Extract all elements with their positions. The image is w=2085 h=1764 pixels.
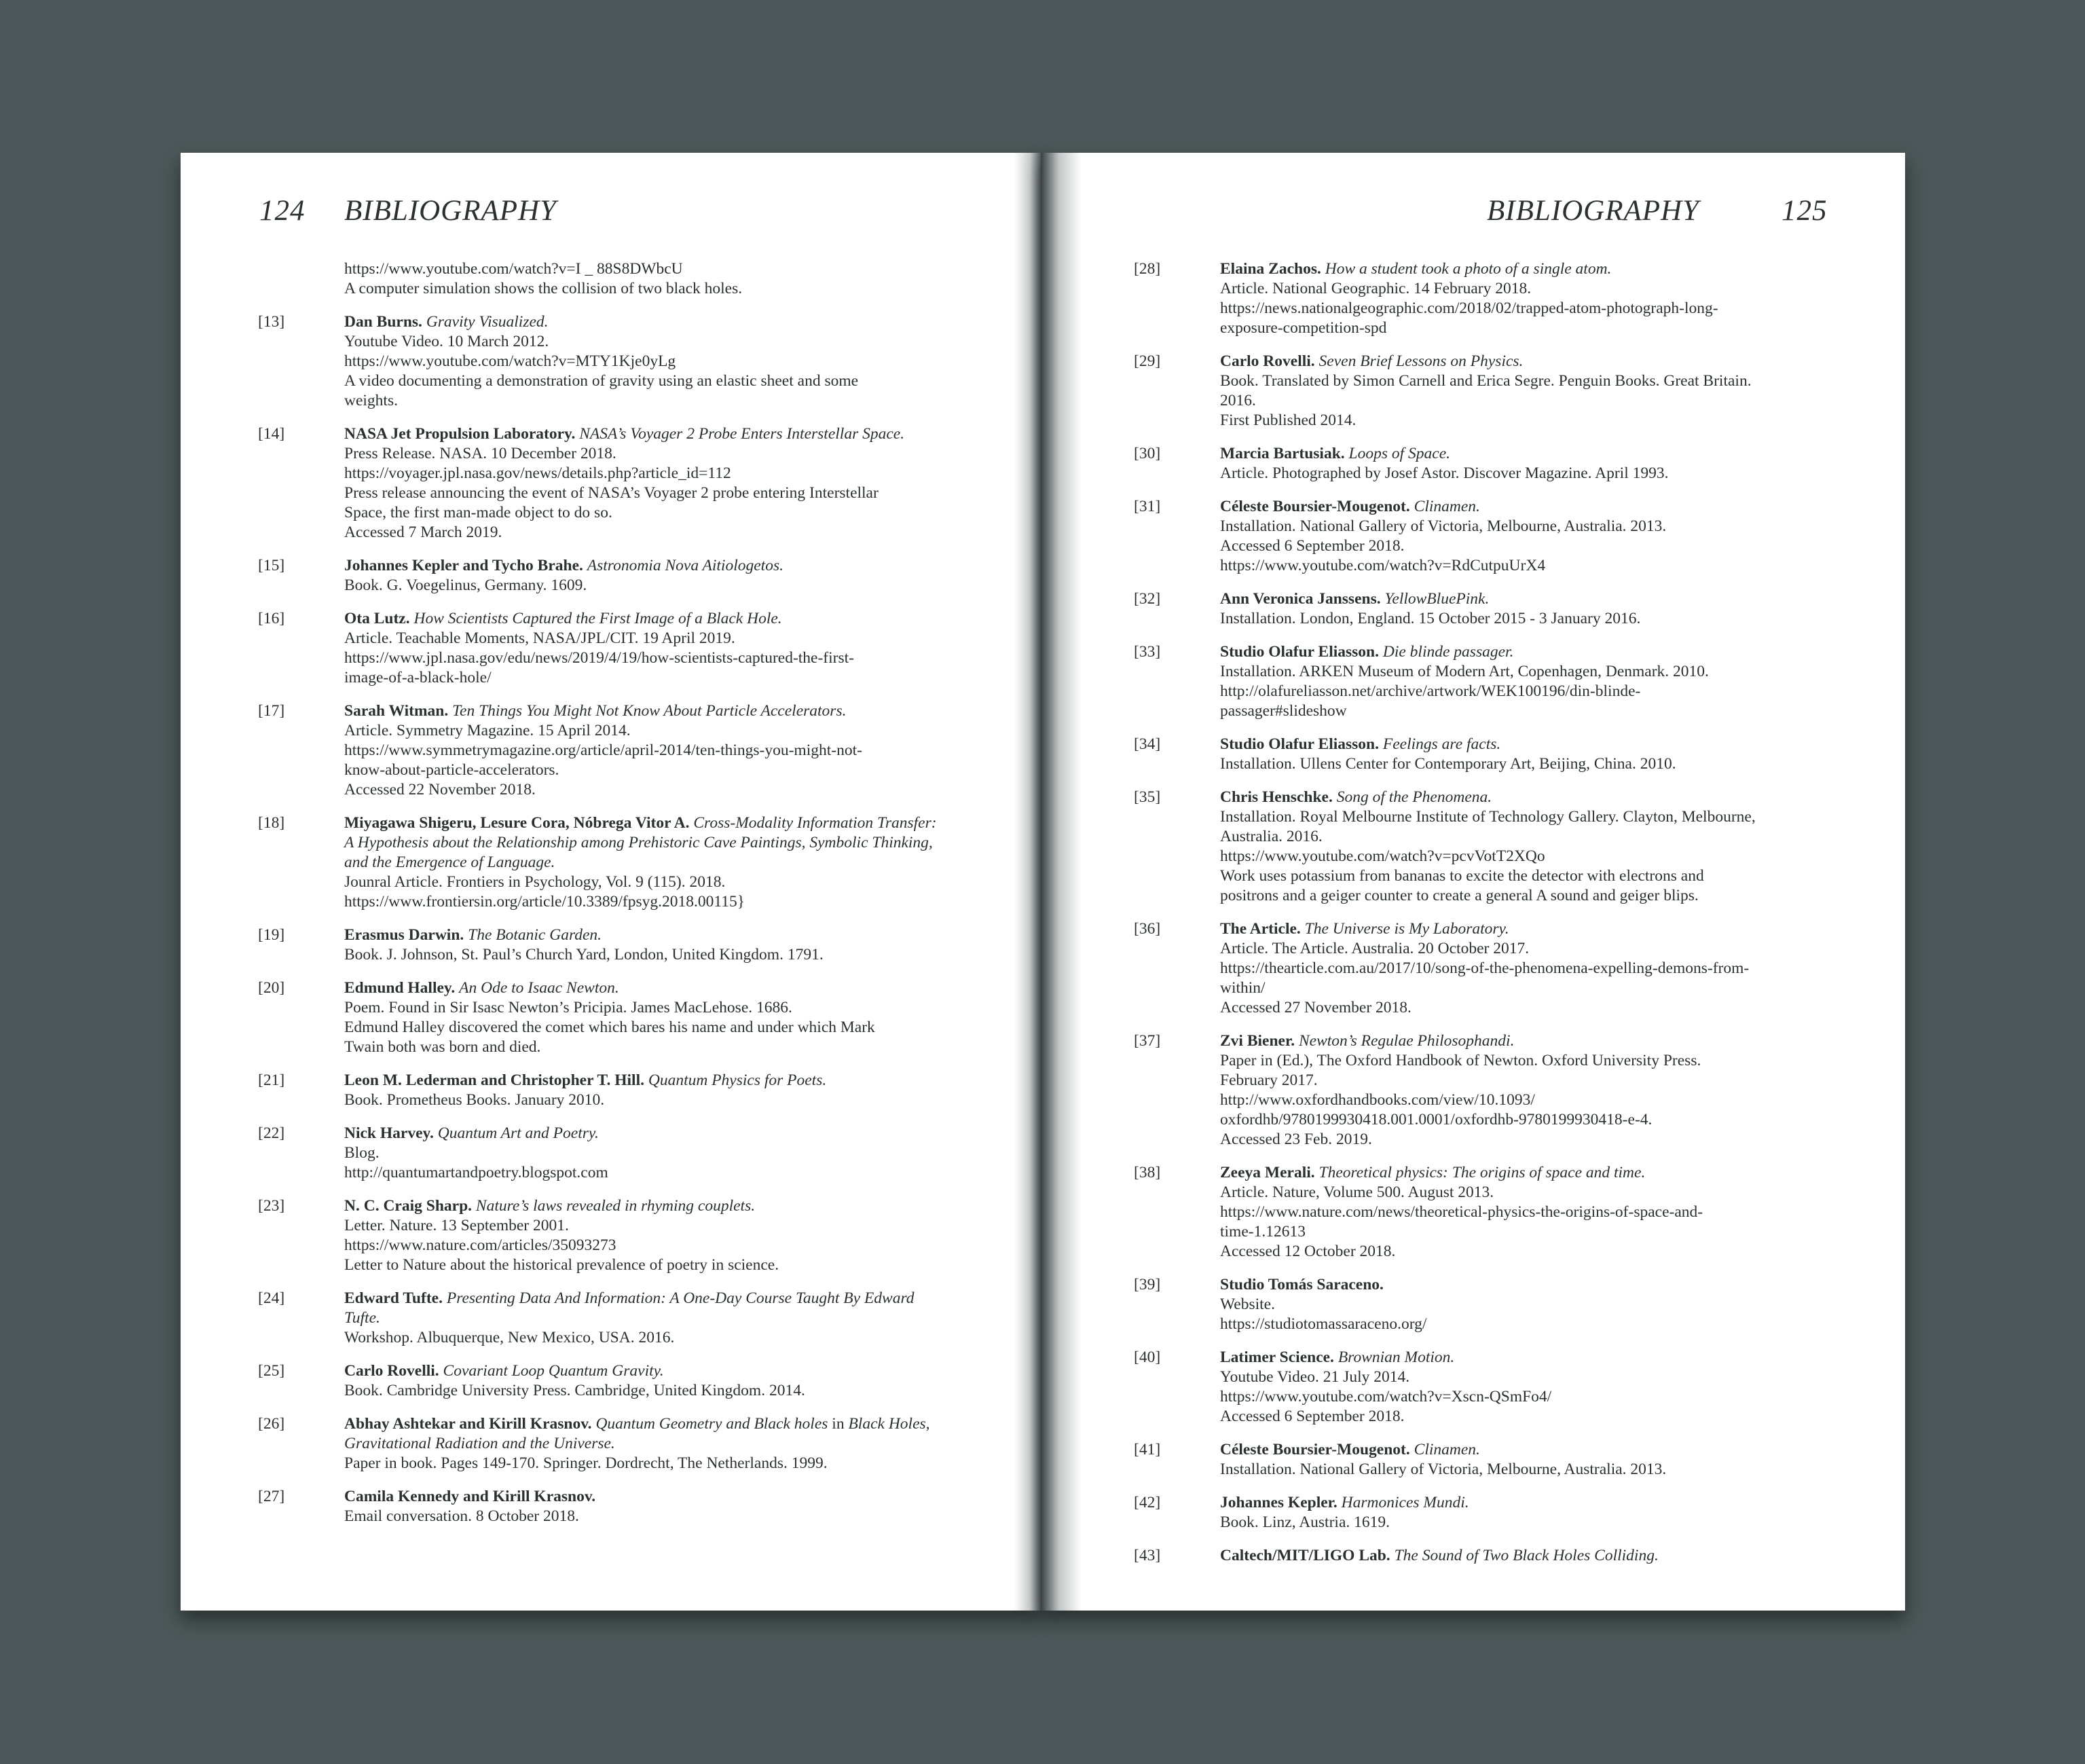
bibliography-entry: [1134, 352, 1833, 430]
entry-number: [34]: [1134, 735, 1161, 753]
entry-title: The Sound of Two Black Holes Colliding.: [1394, 1547, 1659, 1564]
entry-heading-line: [1220, 1031, 1821, 1051]
entry-body: [344, 925, 945, 965]
entry-line: A computer simulation shows the collision of two black holes.: [344, 280, 743, 297]
entry-line: Installation. ARKEN Museum of Modern Art, Copenhagen, Denmark. 2010.: [1220, 663, 1709, 680]
entry-number: [18]: [258, 814, 285, 832]
bibliography-entry: [258, 701, 957, 800]
entry-author: Camila Kennedy and Kirill Krasnov.: [344, 1488, 596, 1505]
entry-line: A video documenting a demonstration of gravity using an elastic sheet and some: [344, 372, 859, 390]
entry-title: Feelings are facts.: [1382, 735, 1501, 753]
entry-body: [1220, 1031, 1821, 1150]
entry-line: https://news.nationalgeographic.com/2018/02/trapped-atom-photograph-long-: [1220, 299, 1718, 317]
bibliography-entry: [1134, 497, 1833, 576]
left-bibliography-list: [258, 259, 957, 1540]
entry-line: Article. The Article. Australia. 20 October 2017.: [1220, 940, 1530, 957]
bibliography-entry: [258, 813, 957, 912]
entry-heading-line: [344, 1361, 945, 1381]
entry-title: How a student took a photo of a single atom.: [1325, 260, 1612, 278]
entry-author: Erasmus Darwin.: [344, 926, 464, 944]
entry-heading-line: [344, 556, 945, 576]
entry-title: The Universe is My Laboratory.: [1304, 920, 1509, 938]
entry-body: [344, 1414, 945, 1473]
entry-title: Theoretical physics: The origins of space and time.: [1318, 1164, 1646, 1181]
entry-body: [1220, 589, 1821, 629]
entry-line: Book. Prometheus Books. January 2010.: [344, 1091, 605, 1109]
entry-number: [16]: [258, 610, 285, 627]
entry-body: [344, 813, 945, 912]
entry-author: Abhay Ashtekar and Kirill Krasnov.: [344, 1415, 592, 1433]
entry-title: Loops of Space.: [1348, 445, 1450, 462]
entry-heading-line: [1220, 589, 1821, 609]
entry-author: Johannes Kepler and Tycho Brahe.: [344, 557, 583, 574]
entry-number: [39]: [1134, 1276, 1161, 1293]
entry-title: Song of the Phenomena.: [1336, 788, 1492, 806]
entry-title: How Scientists Captured the First Image of a Black Hole.: [413, 610, 782, 627]
entry-author: Studio Olafur Eliasson.: [1220, 643, 1379, 661]
bibliography-entry: [1134, 1275, 1833, 1334]
right-page-number: 125: [1782, 195, 1828, 227]
entry-heading-line: [1220, 1348, 1821, 1367]
bibliography-entry: [1134, 1163, 1833, 1262]
entry-line: Book. Linz, Austria. 1619.: [1220, 1513, 1390, 1531]
entry-line: https://voyager.jpl.nasa.gov/news/details.php?article_id=112: [344, 464, 731, 482]
entry-container-title: Black Holes, Gravitational Radiation and the Universe.: [344, 1415, 930, 1452]
right-bibliography-list: [1134, 259, 1833, 1579]
entry-line: https://www.nature.com/articles/35093273: [344, 1236, 616, 1254]
entry-body: [1220, 1440, 1821, 1480]
entry-number: [38]: [1134, 1164, 1161, 1181]
entry-number: [24]: [258, 1289, 285, 1307]
entry-line: https://www.youtube.com/watch?v=I _ 88S8DWbcU: [344, 260, 683, 278]
entry-line: Space, the first man-made object to do so.: [344, 504, 612, 521]
entry-number: [13]: [258, 313, 285, 331]
entry-title: Die blinde passager.: [1382, 643, 1514, 661]
bibliography-entry: [258, 1196, 957, 1275]
entry-title: Ten Things You Might Not Know About Particle Accelerators.: [452, 702, 847, 720]
entry-author: Studio Tomás Saraceno.: [1220, 1276, 1384, 1293]
entry-body: [1220, 642, 1821, 721]
entry-body: [1220, 735, 1821, 774]
entry-number: [37]: [1134, 1032, 1161, 1050]
entry-line: https://www.youtube.com/watch?v=pcvVotT2XQo: [1220, 847, 1545, 865]
entry-heading-line: [1220, 642, 1821, 662]
entry-number: [43]: [1134, 1547, 1161, 1564]
continued-entry: [258, 259, 957, 299]
entry-author: Elaina Zachos.: [1220, 260, 1321, 278]
bibliography-entry: [1134, 1546, 1833, 1566]
entry-title: An Ode to Isaac Newton.: [459, 979, 619, 997]
entry-line: Paper in book. Pages 149-170. Springer. Dordrecht, The Netherlands. 1999.: [344, 1454, 828, 1472]
entry-number: [36]: [1134, 920, 1161, 938]
left-page-number: 124: [259, 195, 306, 227]
entry-line: Installation. Ullens Center for Contemporary Art, Beijing, China. 2010.: [1220, 755, 1676, 773]
entry-number: [15]: [258, 557, 285, 574]
entry-number: [32]: [1134, 590, 1161, 608]
entry-heading-line: [344, 1124, 945, 1143]
entry-heading-line: [344, 978, 945, 998]
entry-line: Installation. London, England. 15 October 2015 - 3 January 2016.: [1220, 610, 1641, 627]
bibliography-entry: [1134, 589, 1833, 629]
entry-line: Accessed 12 October 2018.: [1220, 1243, 1396, 1260]
bibliography-entry: [1134, 1493, 1833, 1532]
bibliography-entry: [1134, 788, 1833, 906]
entry-title-joiner: in: [828, 1415, 849, 1433]
entry-author: Studio Olafur Eliasson.: [1220, 735, 1379, 753]
entry-author: Latimer Science.: [1220, 1348, 1334, 1366]
entry-title: Newton’s Regulae Philosophandi.: [1299, 1032, 1515, 1050]
entry-line: weights.: [344, 392, 398, 409]
entry-body: [344, 1361, 945, 1401]
entry-line: https://www.youtube.com/watch?v=Xscn-QSmFo4/: [1220, 1388, 1552, 1405]
entry-line: https://studiotomassaraceno.org/: [1220, 1315, 1427, 1333]
entry-heading-line: [1220, 1275, 1821, 1295]
entry-line: Installation. National Gallery of Victoria, Melbourne, Australia. 2013.: [1220, 517, 1667, 535]
bibliography-entry: [258, 312, 957, 411]
entry-author: Céleste Boursier-Mougenot.: [1220, 498, 1410, 515]
entry-line: Installation. Royal Melbourne Institute of Technology Gallery. Clayton, Melbourne,: [1220, 808, 1756, 826]
entry-author: The Article.: [1220, 920, 1301, 938]
entry-line: https://www.frontiersin.org/article/10.3389/fpsyg.2018.00115}: [344, 893, 745, 911]
entry-number: [14]: [258, 425, 285, 443]
entry-body: [344, 609, 945, 688]
entry-heading-line: [344, 1487, 945, 1507]
entry-title: Quantum Physics for Poets.: [648, 1071, 827, 1089]
entry-body: [1220, 1163, 1821, 1262]
entry-heading-line: [344, 1289, 945, 1328]
entry-line: Poem. Found in Sir Isasc Newton’s Pricipia. James MacLehose. 1686.: [344, 999, 792, 1016]
entry-heading-line: [344, 1414, 945, 1454]
entry-heading-line: [344, 1196, 945, 1216]
entry-number: [41]: [1134, 1441, 1161, 1458]
entry-line: Australia. 2016.: [1220, 828, 1323, 845]
entry-author: Edward Tufte.: [344, 1289, 443, 1307]
entry-body: [1220, 919, 1821, 1018]
bibliography-entry: [258, 424, 957, 543]
entry-author: Chris Henschke.: [1220, 788, 1333, 806]
entry-number: [17]: [258, 702, 285, 720]
entry-line: Twain both was born and died.: [344, 1038, 541, 1056]
entry-number: [27]: [258, 1488, 285, 1505]
entry-author: Carlo Rovelli.: [344, 1362, 439, 1380]
entry-line: Accessed 27 November 2018.: [1220, 999, 1411, 1016]
entry-line: Blog.: [344, 1144, 380, 1162]
entry-body: [344, 701, 945, 800]
bibliography-entry: [258, 556, 957, 595]
entry-title: Clinamen.: [1414, 498, 1480, 515]
entry-heading-line: [344, 701, 945, 721]
entry-author: Céleste Boursier-Mougenot.: [1220, 1441, 1410, 1458]
entry-author: Johannes Kepler.: [1220, 1494, 1337, 1511]
entry-number: [25]: [258, 1362, 285, 1380]
entry-number: [22]: [258, 1124, 285, 1142]
entry-body: [344, 424, 945, 543]
bibliography-entry: [258, 925, 957, 965]
entry-body: [1220, 444, 1821, 483]
entry-body: [344, 1071, 945, 1110]
entry-title: Nature’s laws revealed in rhyming couplets.: [475, 1197, 756, 1215]
entry-heading-line: [1220, 1493, 1821, 1513]
bibliography-entry: [1134, 444, 1833, 483]
entry-line: Book. J. Johnson, St. Paul’s Church Yard, London, United Kingdom. 1791.: [344, 946, 824, 963]
entry-heading-line: [344, 1071, 945, 1090]
entry-line: Accessed 23 Feb. 2019.: [1220, 1131, 1372, 1148]
entry-line: passager#slideshow: [1220, 702, 1347, 720]
entry-line: Article. Nature, Volume 500. August 2013.: [1220, 1183, 1494, 1201]
bibliography-entry: [1134, 259, 1833, 338]
entry-line: Website.: [1220, 1296, 1275, 1313]
entry-author: Ann Veronica Janssens.: [1220, 590, 1381, 608]
entry-line: within/: [1220, 979, 1266, 997]
entry-line: February 2017.: [1220, 1071, 1318, 1089]
entry-line: https://www.nature.com/news/theoretical-physics-the-origins-of-space-and-: [1220, 1203, 1703, 1221]
entry-number: [42]: [1134, 1494, 1161, 1511]
entry-line: https://thearticle.com.au/2017/10/song-of-the-phenomena-expelling-demons-from-: [1220, 959, 1750, 977]
entry-line: Youtube Video. 10 March 2012.: [344, 333, 549, 350]
entry-number: [21]: [258, 1071, 285, 1089]
entry-number: [29]: [1134, 352, 1161, 370]
bibliography-entry: [258, 609, 957, 688]
entry-heading-line: [344, 609, 945, 629]
entry-line: time-1.12613: [1220, 1223, 1306, 1241]
entry-line: http://olafureliasson.net/archive/artwork/WEK100196/din-blinde-: [1220, 682, 1641, 700]
entry-number: [30]: [1134, 445, 1161, 462]
entry-number: [28]: [1134, 260, 1161, 278]
entry-number: [23]: [258, 1197, 285, 1215]
bibliography-entry: [258, 1071, 957, 1110]
entry-number: [26]: [258, 1415, 285, 1433]
entry-title: Gravity Visualized.: [426, 313, 549, 331]
entry-title: The Botanic Garden.: [468, 926, 602, 944]
bibliography-entry: [1134, 735, 1833, 774]
entry-title: Clinamen.: [1414, 1441, 1480, 1458]
entry-author: NASA Jet Propulsion Laboratory.: [344, 425, 576, 443]
bibliography-entry: [1134, 1440, 1833, 1480]
entry-heading-line: [344, 925, 945, 945]
entry-line: https://www.youtube.com/watch?v=MTY1Kje0yLg: [344, 352, 676, 370]
entry-line: Accessed 6 September 2018.: [1220, 537, 1405, 555]
entry-author: Leon M. Lederman and Christopher T. Hill.: [344, 1071, 644, 1089]
entry-heading-line: [344, 312, 945, 332]
entry-body: [1220, 788, 1821, 906]
entry-body: [344, 1196, 945, 1275]
entry-body: [1220, 1275, 1821, 1334]
entry-line: Accessed 7 March 2019.: [344, 523, 502, 541]
entry-line: Work uses potassium from bananas to excite the detector with electrons and: [1220, 867, 1704, 885]
entry-line: oxfordhb/9780199930418.001.0001/oxfordhb-9780199930418-e-4.: [1220, 1111, 1653, 1128]
entry-author: Zvi Biener.: [1220, 1032, 1295, 1050]
entry-heading-line: [1220, 259, 1821, 279]
entry-number: [33]: [1134, 643, 1161, 661]
entry-heading-line: [344, 424, 945, 444]
entry-number: [19]: [258, 926, 285, 944]
entry-heading-line: [1220, 1163, 1821, 1183]
entry-title: Covariant Loop Quantum Gravity.: [443, 1362, 664, 1380]
entry-number: [20]: [258, 979, 285, 997]
entry-title: Quantum Geometry and Black holes: [595, 1415, 828, 1433]
entry-line: Letter to Nature about the historical prevalence of poetry in science.: [344, 1256, 779, 1274]
entry-line: Youtube Video. 21 July 2014.: [1220, 1368, 1410, 1386]
entry-title: Presenting Data And Information: A One-Day Course Taught By Edward Tufte.: [344, 1289, 915, 1327]
entry-line: http://quantumartandpoetry.blogspot.com: [344, 1164, 608, 1181]
bibliography-entry: [258, 1289, 957, 1348]
entry-body: [1220, 1493, 1821, 1532]
entry-title: NASA’s Voyager 2 Probe Enters Interstellar Space.: [579, 425, 905, 443]
entry-line: positrons and a geiger counter to create a general A sound and geiger blips.: [1220, 887, 1699, 904]
entry-line: Accessed 6 September 2018.: [1220, 1408, 1405, 1425]
entry-line: Press Release. NASA. 10 December 2018.: [344, 445, 616, 462]
entry-author: Zeeya Merali.: [1220, 1164, 1315, 1181]
entry-body: [344, 978, 945, 1057]
entry-line: Article. National Geographic. 14 February 2018.: [1220, 280, 1532, 297]
entry-line: 2016.: [1220, 392, 1256, 409]
entry-title: Brownian Motion.: [1337, 1348, 1455, 1366]
entry-heading-line: [1220, 444, 1821, 464]
entry-body: [1220, 259, 1821, 338]
entry-line: http://www.oxfordhandbooks.com/view/10.1093/: [1220, 1091, 1535, 1109]
bibliography-entry: [1134, 642, 1833, 721]
entry-heading-line: [1220, 735, 1821, 754]
entry-line: Letter. Nature. 13 September 2001.: [344, 1217, 569, 1234]
bibliography-entry: [258, 1487, 957, 1526]
entry-line: image-of-a-black-hole/: [344, 669, 492, 686]
entry-body: [344, 1124, 945, 1183]
entry-line: Book. Cambridge University Press. Cambridge, United Kingdom. 2014.: [344, 1382, 805, 1399]
entry-author: Dan Burns.: [344, 313, 422, 331]
entry-heading-line: [1220, 352, 1821, 371]
entry-line: Article. Teachable Moments, NASA/JPL/CIT. 19 April 2019.: [344, 629, 735, 647]
entry-line: https://www.jpl.nasa.gov/edu/news/2019/4/19/how-scientists-captured-the-first-: [344, 649, 854, 667]
entry-number: [40]: [1134, 1348, 1161, 1366]
entry-line: Accessed 22 November 2018.: [344, 781, 536, 798]
entry-title: Cross-Modality Information Transfer: A Hypothesis about the Relationship among Prehistoric Cave Paintings, Symbolic Thinking, and the Emergence of Language.: [344, 814, 937, 871]
entry-author: Carlo Rovelli.: [1220, 352, 1315, 370]
entry-body: [1220, 1546, 1821, 1566]
entry-line: https://www.youtube.com/watch?v=RdCutpuUrX4: [1220, 557, 1546, 574]
entry-heading-line: [1220, 1546, 1821, 1566]
entry-author: Miyagawa Shigeru, Lesure Cora, Nóbrega Vitor A.: [344, 814, 690, 832]
entry-author: N. C. Craig Sharp.: [344, 1197, 473, 1215]
entry-number: [35]: [1134, 788, 1161, 806]
entry-line: know-about-particle-accelerators.: [344, 761, 559, 779]
entry-body: [1220, 352, 1821, 430]
entry-line: exposure-competition-spd: [1220, 319, 1387, 337]
entry-heading-line: [1220, 1440, 1821, 1460]
entry-line: Edmund Halley discovered the comet which bares his name and under which Mark: [344, 1018, 875, 1036]
entry-line: Article. Symmetry Magazine. 15 April 2014.: [344, 722, 631, 739]
entry-body: [344, 312, 945, 411]
entry-author: Ota Lutz.: [344, 610, 410, 627]
entry-heading-line: [1220, 788, 1821, 807]
left-running-heading: BIBLIOGRAPHY: [344, 195, 557, 227]
entry-body: [344, 1487, 945, 1526]
entry-line: Book. Translated by Simon Carnell and Erica Segre. Penguin Books. Great Britain.: [1220, 372, 1752, 390]
bibliography-entry: [1134, 1031, 1833, 1150]
entry-title: Harmonices Mundi.: [1341, 1494, 1469, 1511]
entry-body: [344, 556, 945, 595]
entry-title: Astronomia Nova Aitiologetos.: [587, 557, 783, 574]
bibliography-entry: [258, 978, 957, 1057]
entry-line: Email conversation. 8 October 2018.: [344, 1507, 579, 1525]
entry-title: Seven Brief Lessons on Physics.: [1318, 352, 1524, 370]
bibliography-entry: [1134, 919, 1833, 1018]
entry-line: https://www.symmetrymagazine.org/article/april-2014/ten-things-you-might-not-: [344, 741, 862, 759]
entry-body: [344, 1289, 945, 1348]
entry-line: Workshop. Albuquerque, New Mexico, USA. 2016.: [344, 1329, 675, 1346]
entry-body: [1220, 497, 1821, 576]
entry-line: Book. G. Voegelinus, Germany. 1609.: [344, 576, 587, 594]
entry-number: [31]: [1134, 498, 1161, 515]
entry-author: Sarah Witman.: [344, 702, 449, 720]
entry-title: YellowBluePink.: [1384, 590, 1490, 608]
bibliography-entry: [1134, 1348, 1833, 1427]
entry-heading-line: [344, 813, 945, 872]
entry-line: Article. Photographed by Josef Astor. Discover Magazine. April 1993.: [1220, 464, 1669, 482]
entry-author: Nick Harvey.: [344, 1124, 434, 1142]
entry-body: [1220, 1348, 1821, 1427]
entry-heading-line: [1220, 497, 1821, 517]
bibliography-entry: [258, 1124, 957, 1183]
bibliography-entry: [258, 1414, 957, 1473]
entry-author: Marcia Bartusiak.: [1220, 445, 1345, 462]
entry-line: Installation. National Gallery of Victoria, Melbourne, Australia. 2013.: [1220, 1460, 1667, 1478]
bibliography-entry: [258, 1361, 957, 1401]
entry-heading-line: [1220, 919, 1821, 939]
entry-line: Paper in (Ed.), The Oxford Handbook of Newton. Oxford University Press.: [1220, 1052, 1701, 1069]
entry-line: First Published 2014.: [1220, 411, 1357, 429]
right-running-heading: BIBLIOGRAPHY: [1487, 195, 1699, 227]
entry-title: Quantum Art and Poetry.: [437, 1124, 599, 1142]
entry-author: Edmund Halley.: [344, 979, 456, 997]
entry-line: Press release announcing the event of NASA’s Voyager 2 probe entering Interstellar: [344, 484, 879, 502]
entry-author: Caltech/MIT/LIGO Lab.: [1220, 1547, 1390, 1564]
entry-line: Jounral Article. Frontiers in Psychology, Vol. 9 (115). 2018.: [344, 873, 726, 891]
